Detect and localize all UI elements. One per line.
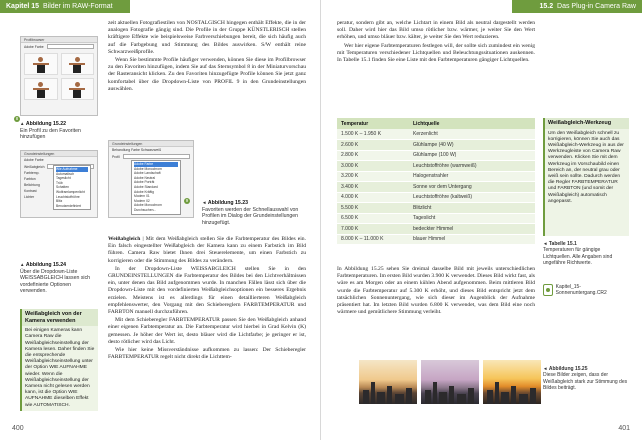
table-15-1-caption: ◄ Tabelle 15.1 Temperaturen für gängige Lichtquellen. Alle Angaben sind ungefähre Richtwerte. bbox=[543, 241, 613, 267]
dropdown-option[interactable]: Leuchtstoffröhre bbox=[56, 194, 80, 199]
table-row: 6.500 K Tageslicht bbox=[337, 213, 535, 224]
white-balance-screenshot: Grundeinstellungen Adobe Farbe Weißabgleich Farbtemp. Farbton Belichtung Kontrast Lichter Wie Aufnahme Automatisch Tageslicht Trüb Schatten Wolframlampenlicht Leuchtstoffröhre Blitz Benutzerdefiniert bbox=[20, 150, 98, 218]
table-row: 5.500 K Blitzlicht bbox=[337, 203, 535, 214]
dropdown-option[interactable]: Adobe Neutral bbox=[134, 175, 156, 180]
profile-browser-title: Profilbrowser bbox=[21, 37, 97, 43]
dropdown-option[interactable]: Trüb bbox=[56, 180, 63, 185]
color-tab[interactable]: Farbe bbox=[131, 148, 140, 152]
left-page-number: 400 bbox=[12, 425, 24, 432]
dropdown-option[interactable]: Modern 01 bbox=[134, 194, 150, 199]
table-row: 8.000 K – 11.000 K blauer Himmel bbox=[337, 234, 535, 245]
person-figure bbox=[73, 82, 81, 98]
white-balance-heading: Weißabgleich bbox=[108, 236, 141, 242]
section-title: Das Plug-in Camera Raw bbox=[557, 3, 636, 10]
left-body-bottom: Weißabgleich | Mit dem Weißabgleich stellen Sie die Farbtemperatur des Bildes ein. Ein falsch eingestellter Weißabgleich der Kamera kann zu einem Farbstich im Bild führen. Camera Raw bietet Ihnen drei Steuerelemente, um einen Farbstich zu korrigieren oder die Stimmung des Bildes zu verändern. In der Dropdown-Liste WEISSABGLEICH stellen Sie in den GRUNDEINSTELLUNGEN die Farbtemperatur des Bildes bei den Lichtverhältnissen ein, unter denen das Bild aufgenommen wurde. In manchen Fällen lässt sich über die Dropdown-Liste mit den vordefinierten Weißabgleichsoptionen ein besseres Ergebnis erzielen. Meistens ist es allerdings für einen detaillierteren Weißabgleich empfehlenswerter, den Vorgang mit den Schiebereglern FARBTEMPERATUR und FARBTON manuell durchzuführen. Mit dem Schieberegler FARBTEMPERATUR passen Sie den Weißabgleich anhand einer eigenen Farbtemperatur an. Die Farbtemperatur wird hierbei in Grad Kelvin (K) gemessen. Je höher der Wert ist, desto bläuer wird die Lichtfarbe; je geringer er ist, desto rötlicher wird das Licht. Wie hier keine Missverständnisse aufkommen zu lassen: Der Schieberegler FARBTEMPERATUR regelt nicht direkt die Lichttem- bbox=[108, 236, 307, 361]
profile-browser-field: Adobe Farbe bbox=[21, 43, 97, 50]
chapter-label: Kapitel 15 bbox=[6, 3, 40, 10]
white-balance-dropdown-list[interactable] bbox=[53, 165, 91, 210]
dropdown-option[interactable]: Wolframlampenlicht bbox=[56, 189, 85, 194]
dropdown-option[interactable]: Modern 02 bbox=[134, 198, 150, 203]
profile-thumbnail[interactable] bbox=[24, 78, 58, 100]
table-header-row bbox=[337, 118, 535, 129]
column-header: Temperatur bbox=[337, 118, 409, 129]
person-figure bbox=[37, 57, 45, 73]
download-file-icon bbox=[543, 284, 553, 296]
table-row: 3.000 K Leuchtstoffröhre (warmweiß) bbox=[337, 161, 535, 172]
right-page bbox=[321, 0, 642, 440]
sunset-photo-warm bbox=[483, 360, 541, 404]
dropdown-option[interactable]: Adobe Kräftig bbox=[134, 189, 154, 194]
figure-25-caption: ◄ Abbildung 15.25 Diese Bilder zeigen, dass der Weißabgleich stark zur Stimmung des Bildes beiträgt. bbox=[543, 366, 628, 392]
profile-thumbnail[interactable] bbox=[24, 53, 58, 75]
white-balance-tool-note: Weißabgleich-Werkzeug Um den Weißabgleich schnell zu korrigieren, können Sie auch das Weißabgleich-Werkzeug in aus der Werkzeugleiste von Camera Raw verwenden. Klicken Sie mit dem Werkzeug im Vorschaubild einen Bereich an, der neutral grau oder weiß sein sollte. Dadurch werden die Regler FARBTEMPERATUR und FARBTON (und somit der Weißabgleich) automatisch angepasst. bbox=[543, 118, 629, 236]
person-figure bbox=[37, 82, 45, 98]
download-file-reference[interactable]: Kapitel_15-Sonnenuntergang.CR2 bbox=[543, 284, 629, 296]
dropdown-option[interactable]: Benutzerdefiniert bbox=[56, 203, 81, 208]
camera-white-balance-note: Weißabgleich von der Kamera verwenden Bei einigen Kameras kann Camera Raw die Weißabgleichseinstellung der Kamera lesen. Daher finden Sie die entsprechende Weißabgleichseinstellung unter der Option WIE AUFNAHME wieder. Wenn die Weißabgleichseinstellung der Kamera nicht gelesen werden kann, ist die Option WIE AUFNAHME dieselben Effekt wie AUTOMATISCH. bbox=[20, 309, 98, 411]
dropdown-option[interactable]: Schatten bbox=[56, 185, 70, 190]
right-running-header bbox=[512, 0, 642, 13]
column-header: Lichtquelle bbox=[409, 118, 535, 129]
treatment-row: Behandlung Farbe Schwarzweiß bbox=[112, 148, 162, 152]
figure-24-caption: ▲ Abbildung 15.24 Über die Dropdown-Liste WEISSABGLEICH lassen sich vordefinierte Optionen verwenden. bbox=[20, 262, 91, 295]
dropdown-option[interactable]: Blitz bbox=[56, 199, 63, 204]
sunset-photo-neutral bbox=[421, 360, 479, 404]
profile-thumbnail[interactable] bbox=[61, 78, 95, 100]
chapter-title: Bilder im RAW-Format bearbeiten bbox=[6, 3, 113, 23]
table-row: 7.000 K bedeckter Himmel bbox=[337, 224, 535, 235]
table-row: 3.400 K Sonne vor dem Untergang bbox=[337, 182, 535, 193]
table-row: 4.000 K Leuchtstoffröhre (kaltweiß) bbox=[337, 192, 535, 203]
section-label: 15.2 bbox=[539, 3, 554, 10]
table-row: 2.600 K Glühlampe (40 W) bbox=[337, 140, 535, 151]
dropdown-option[interactable]: Adobe Porträt bbox=[134, 180, 155, 185]
right-body-bottom: In Abbildung 15.25 sehen Sie dreimal dasselbe Bild mit jeweils unterschiedlichen Farbtemperaturen. Im ersten Bild wurden 3.900 K verwendet. Dieses Bild wirkt fast, als wäre es am Morgen oder an einem kühlen Abend aufgenommen. Beim mittleren Bild wurde die Farbtemperatur auf 5.300 K erhöht, und dieses Bild entspricht jetzt dem tatsächlichen Sonnenuntergang, wie sich dieser im Augenblick der Aufnahme präsentiert hat. Im letzten Bild wurden 6.800 K verwendet, was dem Bild eine noch wärmere und gemütlichere Stimmung verleiht. bbox=[337, 266, 535, 316]
dropdown-option[interactable]: Automatisch bbox=[56, 171, 75, 176]
profile-browser-screenshot bbox=[20, 36, 98, 116]
dropdown-option[interactable]: Adobe Monochrom bbox=[134, 166, 162, 171]
dropdown-option[interactable]: Durchsuchen... bbox=[134, 207, 157, 212]
marker-8-icon: 8 bbox=[15, 116, 19, 121]
left-running-header bbox=[0, 0, 130, 23]
table-row: 1.500 K – 1.950 K Kerzenlicht bbox=[337, 129, 535, 140]
dropdown-option[interactable]: Adobe Landschaft bbox=[134, 171, 161, 176]
figure-22-caption: ▲ Abbildung 15.22 Ein Profil zu den Favoriten hinzufügen bbox=[20, 121, 81, 141]
profile-dropdown-list[interactable] bbox=[131, 160, 181, 215]
dropdown-option[interactable]: Adobe Standard bbox=[134, 184, 158, 189]
sunset-photo-cool bbox=[359, 360, 417, 404]
profile-thumbnail[interactable] bbox=[61, 53, 95, 75]
dropdown-option[interactable]: Adobe Farbe bbox=[134, 162, 178, 167]
person-figure bbox=[73, 57, 81, 73]
right-page-number: 401 bbox=[618, 425, 630, 432]
dropdown-option[interactable]: Tageslicht bbox=[56, 176, 71, 181]
right-body-top: peratur, sondern gibt an, welche Lichtart in einem Bild als neutral dargestellt werden soll. Daher wird hier das Bild umso rötlicher bzw. wärmer, je weiter Sie den Wert erhöhen, und umso bläuer bzw. kälter, je weiter Sie den Wert reduzieren. Wer hier eigene Farbtemperaturen festlegen will, der sollte sich zumindest ein wenig mit Temperaturen verschiedener Lichtquellen und Beleuchtungssituationen auskennen. In Tabelle 15.1 finden Sie eine Liste mit den Farbtemperaturen gängiger Lichtquellen. bbox=[337, 20, 535, 64]
profile-thumbnails bbox=[21, 50, 97, 103]
bw-tab[interactable]: Schwarzweiß bbox=[140, 148, 162, 152]
dropdown-option[interactable]: Wie Aufnahme bbox=[56, 167, 88, 172]
basic-settings-profile-screenshot: Grundeinstellungen Behandlung Farbe Schwarzweiß Profil Adobe Farbe Adobe Monochrom Adobe Landschaft Adobe Neutral Adobe Porträt Adobe Standard Adobe Kräftig Modern 01 Modern 02 Adobe Monochrom Durchsuchen... bbox=[108, 140, 194, 218]
figure-23-caption: ◄ Abbildung 15.23 Favoriten werden der Schnellauswahl von Profilen im Dialog der Grundeinstellungen hinzugefügt. bbox=[202, 200, 299, 226]
dropdown-option[interactable]: Adobe Monochrom bbox=[134, 203, 162, 208]
left-body-top: zeit aktuellen Fotografiestilen von NOSTALGISCH hingegen enthält Effekte, die in der analogen Fotografie gängig sind. Die Profile in der Gruppe KÜNSTLERISCH stellen kräftigere Effekte wie beispielsweise Farbverschiebungen bereit, die sich häufig auch auf die Farbgebung und Stimmung des Bildes auswirken. S/W enthält reine Schwarzweißprofile. Wenn Sie bestimmte Profile häufiger verwenden, können Sie diese im Profilbrowser zu den Favoriten hinzufügen, indem Sie auf das Sternsymbol 8 in der Miniaturvorschau der Rasteransicht klicken. Zu den Favoriten hinzugefügte Profile können Sie jetzt ganz komfortabel über die Dropdown-Liste von PROFIL 9 in den Grundeinstellungen auswählen. bbox=[108, 20, 306, 92]
marker-9-icon: 9 bbox=[185, 198, 189, 203]
color-temperature-table bbox=[337, 118, 535, 245]
table-row: 2.800 K Glühlampe (100 W) bbox=[337, 150, 535, 161]
table-row: 3.200 K Halogenstrahler bbox=[337, 171, 535, 182]
